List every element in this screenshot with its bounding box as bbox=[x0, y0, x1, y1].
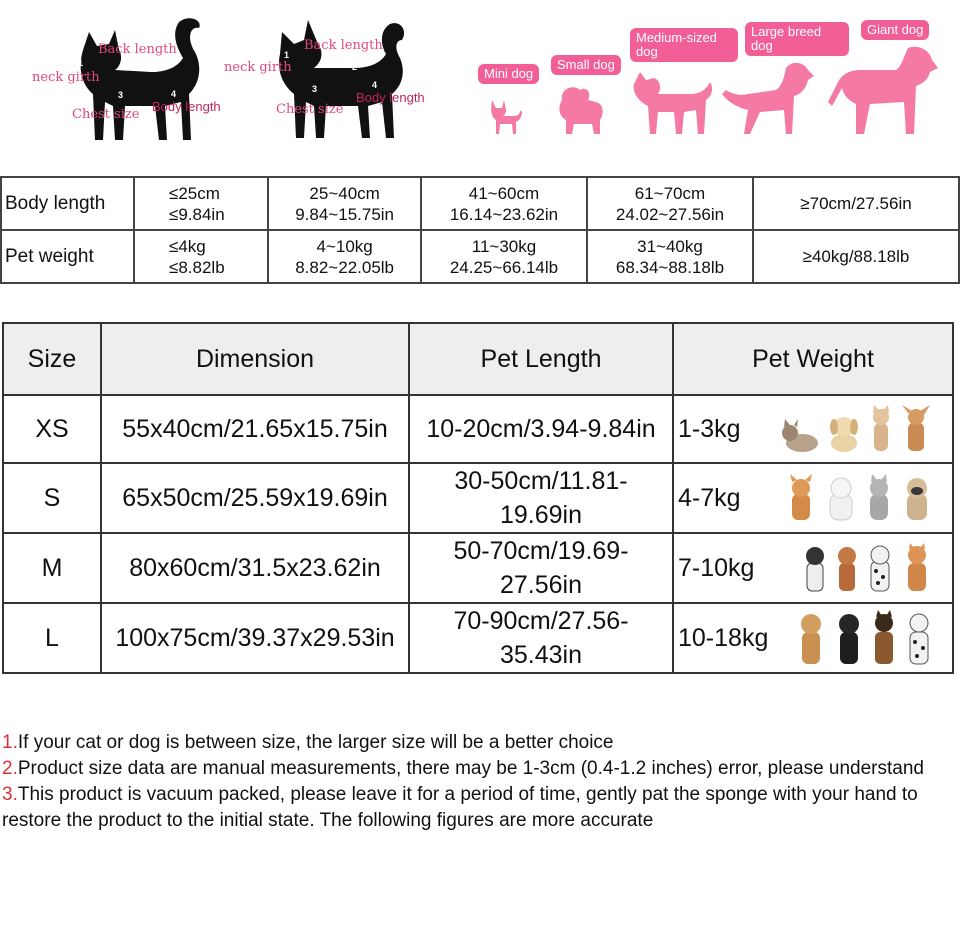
table-row bbox=[1, 230, 959, 283]
marker-4: 4 bbox=[372, 80, 378, 90]
table-cell: 61~70cm 24.02~27.56in bbox=[587, 177, 753, 230]
length-cell: 70-90cm/27.56-35.43in bbox=[409, 603, 673, 673]
small-dog-icon bbox=[552, 80, 608, 136]
dimension-cell: 80x60cm/31.5x23.62in bbox=[101, 533, 409, 603]
weight-cell: 10-18kg bbox=[673, 603, 953, 673]
header-size: Size bbox=[3, 323, 101, 395]
weight-cell: 7-10kg bbox=[673, 533, 953, 603]
marker-3: 3 bbox=[118, 90, 124, 100]
cat-measurement-diagram bbox=[28, 10, 248, 150]
marker-4: 4 bbox=[171, 89, 177, 99]
size-cell: S bbox=[3, 463, 101, 533]
golden-dog-icon bbox=[794, 610, 828, 666]
table-cell: ≥40kg/88.18lb bbox=[753, 230, 959, 283]
table-cell: 41~60cm 16.14~23.62in bbox=[421, 177, 587, 230]
pet-photo-group bbox=[794, 610, 934, 666]
size-table bbox=[2, 322, 954, 674]
breed-label-giant: Giant dog bbox=[861, 20, 929, 40]
table-cell: 31~40kg 68.34~88.18lb bbox=[587, 230, 753, 283]
pet-photo-group bbox=[784, 474, 934, 522]
row-header: Pet weight bbox=[1, 230, 134, 283]
dog-measurement-diagram bbox=[222, 10, 442, 150]
row-header: Body length bbox=[1, 177, 134, 230]
chihuahua-icon bbox=[900, 405, 934, 453]
black-dog-icon bbox=[834, 610, 864, 666]
chest-size-label: Chest size bbox=[276, 102, 344, 117]
notes-section bbox=[2, 730, 958, 834]
mini-dog-icon bbox=[484, 96, 524, 136]
header-pet-weight: Pet Weight bbox=[673, 323, 953, 395]
table-cell: 25~40cm 9.84~15.75in bbox=[268, 177, 421, 230]
cat-icon bbox=[864, 474, 894, 522]
table-cell: 11~30kg 24.25~66.14lb bbox=[421, 230, 587, 283]
dimension-cell: 65x50cm/25.59x19.69in bbox=[101, 463, 409, 533]
dimension-cell: 55x40cm/21.65x15.75in bbox=[101, 395, 409, 463]
dog-silhouette-icon bbox=[252, 10, 422, 150]
neck-girth-label: neck girth bbox=[224, 60, 292, 75]
table-cell: ≥70cm/27.56in bbox=[753, 177, 959, 230]
header-dimension: Dimension bbox=[101, 323, 409, 395]
weight-cell: 4-7kg bbox=[673, 463, 953, 533]
breed-label-small: Small dog bbox=[551, 55, 621, 75]
length-cell: 50-70cm/19.69-27.56in bbox=[409, 533, 673, 603]
chest-size-label: Chest size bbox=[72, 107, 140, 122]
husky-icon bbox=[802, 543, 828, 593]
table-row bbox=[3, 603, 953, 673]
back-length-label: Back length bbox=[304, 38, 383, 53]
marker-2: 2 bbox=[352, 62, 358, 72]
corgi-icon bbox=[784, 474, 818, 522]
marker-1: 1 bbox=[78, 58, 84, 68]
giant-dog-icon bbox=[824, 42, 942, 138]
size-cell: L bbox=[3, 603, 101, 673]
dalmatian-icon bbox=[904, 610, 934, 666]
weight-cell: 1-3kg bbox=[673, 395, 953, 463]
breed-weight-table bbox=[0, 176, 960, 284]
note-1: 1.If your cat or dog is between size, the larger size will be a better choice bbox=[2, 732, 614, 753]
table-header-row bbox=[3, 323, 953, 395]
size-cell: M bbox=[3, 533, 101, 603]
breed-label-mini: Mini dog bbox=[478, 64, 539, 84]
table-cell: ≤4kg ≤8.82lb bbox=[134, 230, 268, 283]
marker-2: 2 bbox=[152, 64, 158, 74]
beagle-icon bbox=[834, 543, 860, 593]
note-3: 3.This product is vacuum packed, please leave it for a period of time, gently pat the sponge with your hand to restore the product to the initial state. The following figures are more accurate bbox=[2, 784, 918, 831]
table-row bbox=[3, 463, 953, 533]
body-length-label: Body length bbox=[152, 99, 221, 114]
table-row bbox=[3, 533, 953, 603]
table-cell: ≤25cm ≤9.84in bbox=[134, 177, 268, 230]
puppy-icon bbox=[826, 413, 862, 453]
neck-girth-label: neck girth bbox=[32, 70, 100, 85]
shepherd-icon bbox=[870, 610, 898, 666]
length-cell: 10-20cm/3.94-9.84in bbox=[409, 395, 673, 463]
breed-label-large: Large breed dog bbox=[745, 22, 849, 56]
shiba-icon bbox=[900, 543, 934, 593]
dalmatian-icon bbox=[866, 543, 894, 593]
back-length-label: Back length bbox=[98, 42, 177, 57]
body-length-label: Body length bbox=[356, 90, 425, 105]
length-cell: 30-50cm/11.81-19.69in bbox=[409, 463, 673, 533]
breed-label-medium: Medium-sized dog bbox=[630, 28, 738, 62]
large-dog-icon bbox=[720, 58, 820, 138]
header-pet-length: Pet Length bbox=[409, 323, 673, 395]
cat-icon bbox=[868, 405, 894, 453]
white-dog-icon bbox=[824, 474, 858, 522]
dimension-cell: 100x75cm/39.37x29.53in bbox=[101, 603, 409, 673]
table-row bbox=[1, 177, 959, 230]
note-2: 2.Product size data are manual measurements, there may be 1-3cm (0.4-1.2 inches) error, please understand bbox=[2, 758, 924, 779]
marker-1: 1 bbox=[284, 50, 290, 60]
pet-photo-group bbox=[802, 543, 934, 593]
size-cell: XS bbox=[3, 395, 101, 463]
pet-photo-group bbox=[780, 405, 934, 453]
marker-3: 3 bbox=[312, 84, 318, 94]
cat-icon bbox=[780, 417, 820, 453]
table-row bbox=[3, 395, 953, 463]
table-cell: 4~10kg 8.82~22.05lb bbox=[268, 230, 421, 283]
medium-dog-icon bbox=[630, 66, 716, 138]
pug-icon bbox=[900, 474, 934, 522]
